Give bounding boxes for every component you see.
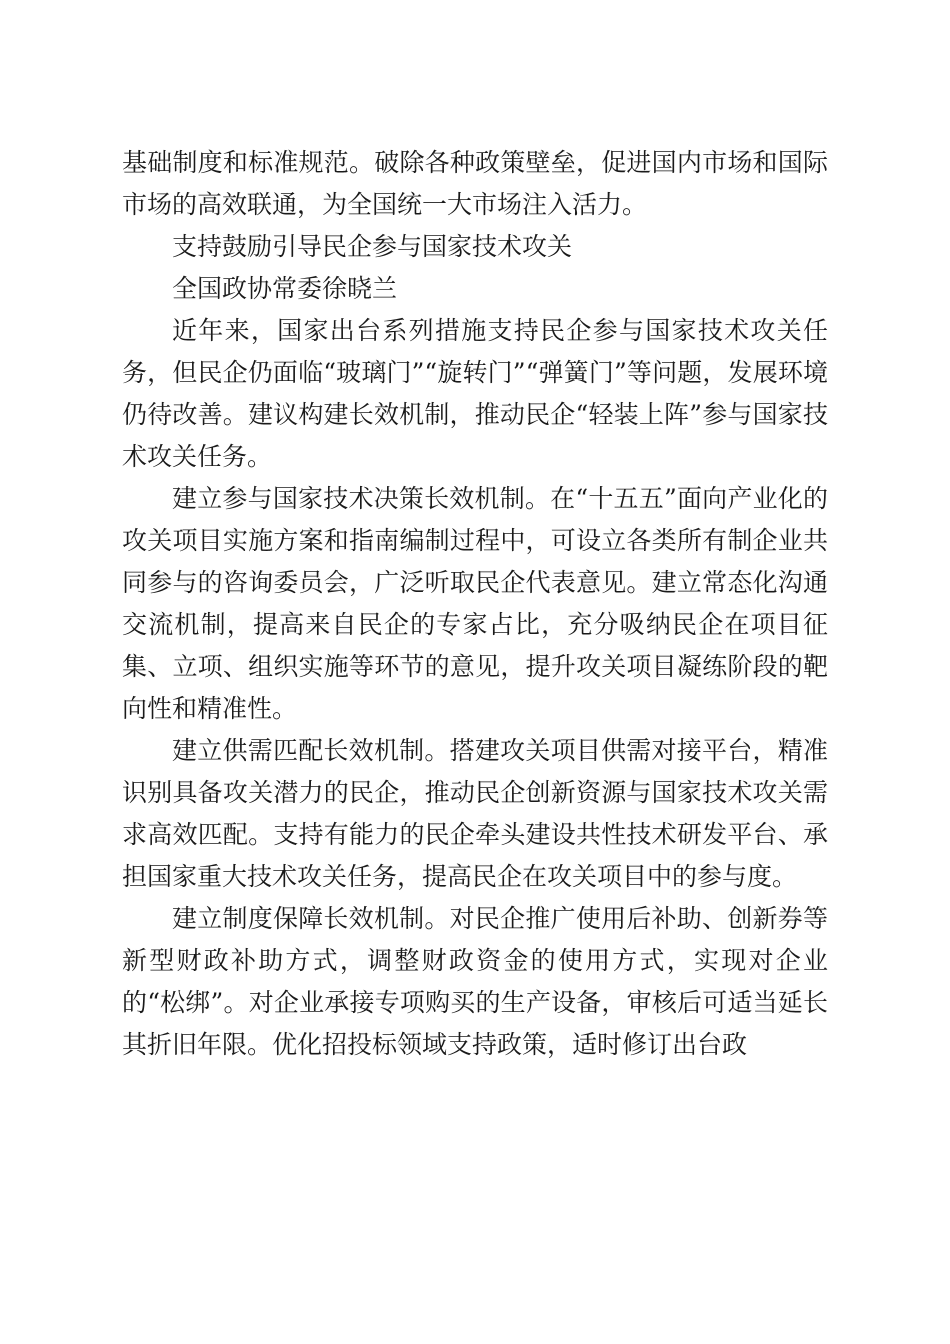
document-page [122,142,828,1066]
body-paragraph-continuation: 基础制度和标准规范。破除各种政策壁垒，促进国内市场和国际市场的高效联通，为全国统一大市场注入活力。 [122,148,828,219]
article-title: 支持鼓励引导民企参与国家技术攻关 [172,232,573,261]
body-paragraph-institutional-guarantee: 建立制度保障长效机制。对民企推广使用后补助、创新券等新型财政补助方式，调整财政资金的使用方式，实现对企业的“松绑”。对企业承接专项购买的生产设备，审核后可适当延长其折旧年限。优化招投标领域支持政策，适时修订出台政 [122,904,828,1059]
article-author: 全国政协常委徐晓兰 [172,274,398,303]
body-paragraph-supply-demand: 建立供需匹配长效机制。搭建攻关项目供需对接平台，精准识别具备攻关潜力的民企，推动民企创新资源与国家技术攻关需求高效匹配。支持有能力的民企牵头建设共性技术研发平台、承担国家重大技术攻关任务，提高民企在攻关项目中的参与度。 [122,736,828,891]
body-paragraph-intro: 近年来，国家出台系列措施支持民企参与国家技术攻关任务，但民企仍面临“玻璃门”“旋转门”“弹簧门”等问题，发展环境仍待改善。建议构建长效机制，推动民企“轻装上阵”参与国家技术攻关任务。 [122,316,828,471]
body-paragraph-decision-mechanism: 建立参与国家技术决策长效机制。在“十五五”面向产业化的攻关项目实施方案和指南编制过程中，可设立各类所有制企业共同参与的咨询委员会，广泛听取民企代表意见。建立常态化沟通交流机制，提高来自民企的专家占比，充分吸纳民企在项目征集、立项、组织实施等环节的意见，提升攻关项目凝练阶段的靶向性和精准性。 [122,484,828,723]
